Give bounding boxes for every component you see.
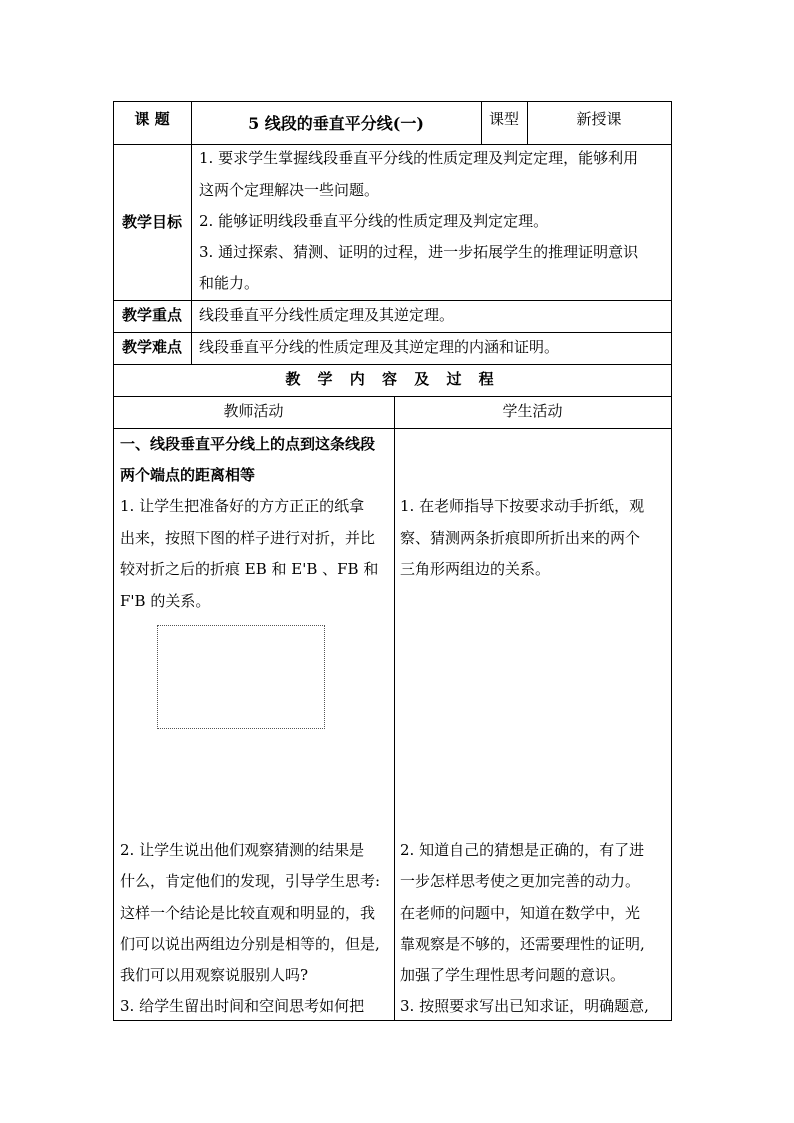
teacher-step1-line: 出来，按照下图的样子进行对折，并比 [120,529,376,547]
objective-line: 和能力。 [199,274,260,292]
table-line [671,101,672,1020]
key-point-text: 线段垂直平分线性质定理及其逆定理。 [199,306,455,324]
objectives-label: 教学目标 [121,213,182,231]
table-line [191,101,192,364]
lesson-type-label: 课型 [488,110,519,128]
student-step1-line: 1. 在老师指导下按要求动手折纸，观 [400,497,645,515]
table-line [113,101,672,102]
folding-figure-placeholder [157,625,325,729]
student-column-header: 学生活动 [502,402,563,420]
objective-line: 这两个定理解决一些问题。 [199,181,380,199]
student-step2-line: 加强了学生理性思考问题的意识。 [400,966,626,984]
student-step1-line: 察、猜测两条折痕即所折出来的两个 [400,529,641,547]
objective-line: 1. 要求学生掌握线段垂直平分线的性质定理及判定定理，能够利用 [199,149,639,167]
objective-line: 3. 通过探索、猜测、证明的过程，进一步拓展学生的推理证明意识 [199,243,639,261]
teacher-step2-line: 我们可以用观察说服别人吗? [120,966,309,984]
teacher-step2-line: 什么，肯定他们的发现，引导学生思考: [120,872,381,890]
key-point-label: 教学重点 [121,306,182,324]
objective-line: 2. 能够证明线段垂直平分线的性质定理及判定定理。 [199,212,549,230]
student-step2-line: 2. 知道自己的猜想是正确的，有了进 [400,841,645,859]
teacher-step1-line: 较对折之后的折痕 EB 和 E'B 、FB 和 [120,560,379,578]
teacher-step3-line: 3. 给学生留出时间和空间思考如何把 [120,997,365,1015]
teacher-heading-line: 两个端点的距离相等 [120,466,256,484]
lesson-title: 5 线段的垂直平分线(一) [248,114,424,133]
difficulty-text: 线段垂直平分线的性质定理及其逆定理的内涵和证明。 [199,338,560,356]
difficulty-label: 教学难点 [121,338,182,356]
topic-label: 课 题 [134,110,170,128]
teacher-column-header: 教师活动 [223,402,284,420]
student-step3-line: 3. 按照要求写出已知求证，明确题意, [400,997,649,1015]
teacher-step1-line: 1. 让学生把准备好的方方正正的纸拿 [120,497,365,515]
teacher-step1-line: F'B 的关系。 [120,592,211,610]
table-line [113,101,114,1020]
student-step2-line: 在老师的问题中，知道在数学中，光 [400,904,641,922]
teacher-heading-line: 一、线段垂直平分线上的点到这条线段 [120,435,376,453]
section-heading: 教 学 内 容 及 过 程 [285,370,500,388]
table-line [394,396,395,1020]
student-step2-line: 一步怎样思考使之更加完善的动力。 [400,872,641,890]
teacher-step2-line: 这样一个结论是比较直观和明显的，我 [120,904,376,922]
lesson-type-value: 新授课 [576,110,622,128]
student-step1-line: 三角形两组边的关系。 [400,560,551,578]
teacher-step2-line: 2. 让学生说出他们观察猜测的结果是 [120,841,365,859]
teacher-step2-line: 们可以说出两组边分别是相等的，但是, [120,935,380,953]
student-step2-line: 靠观察是不够的，还需要理性的证明, [400,935,645,953]
